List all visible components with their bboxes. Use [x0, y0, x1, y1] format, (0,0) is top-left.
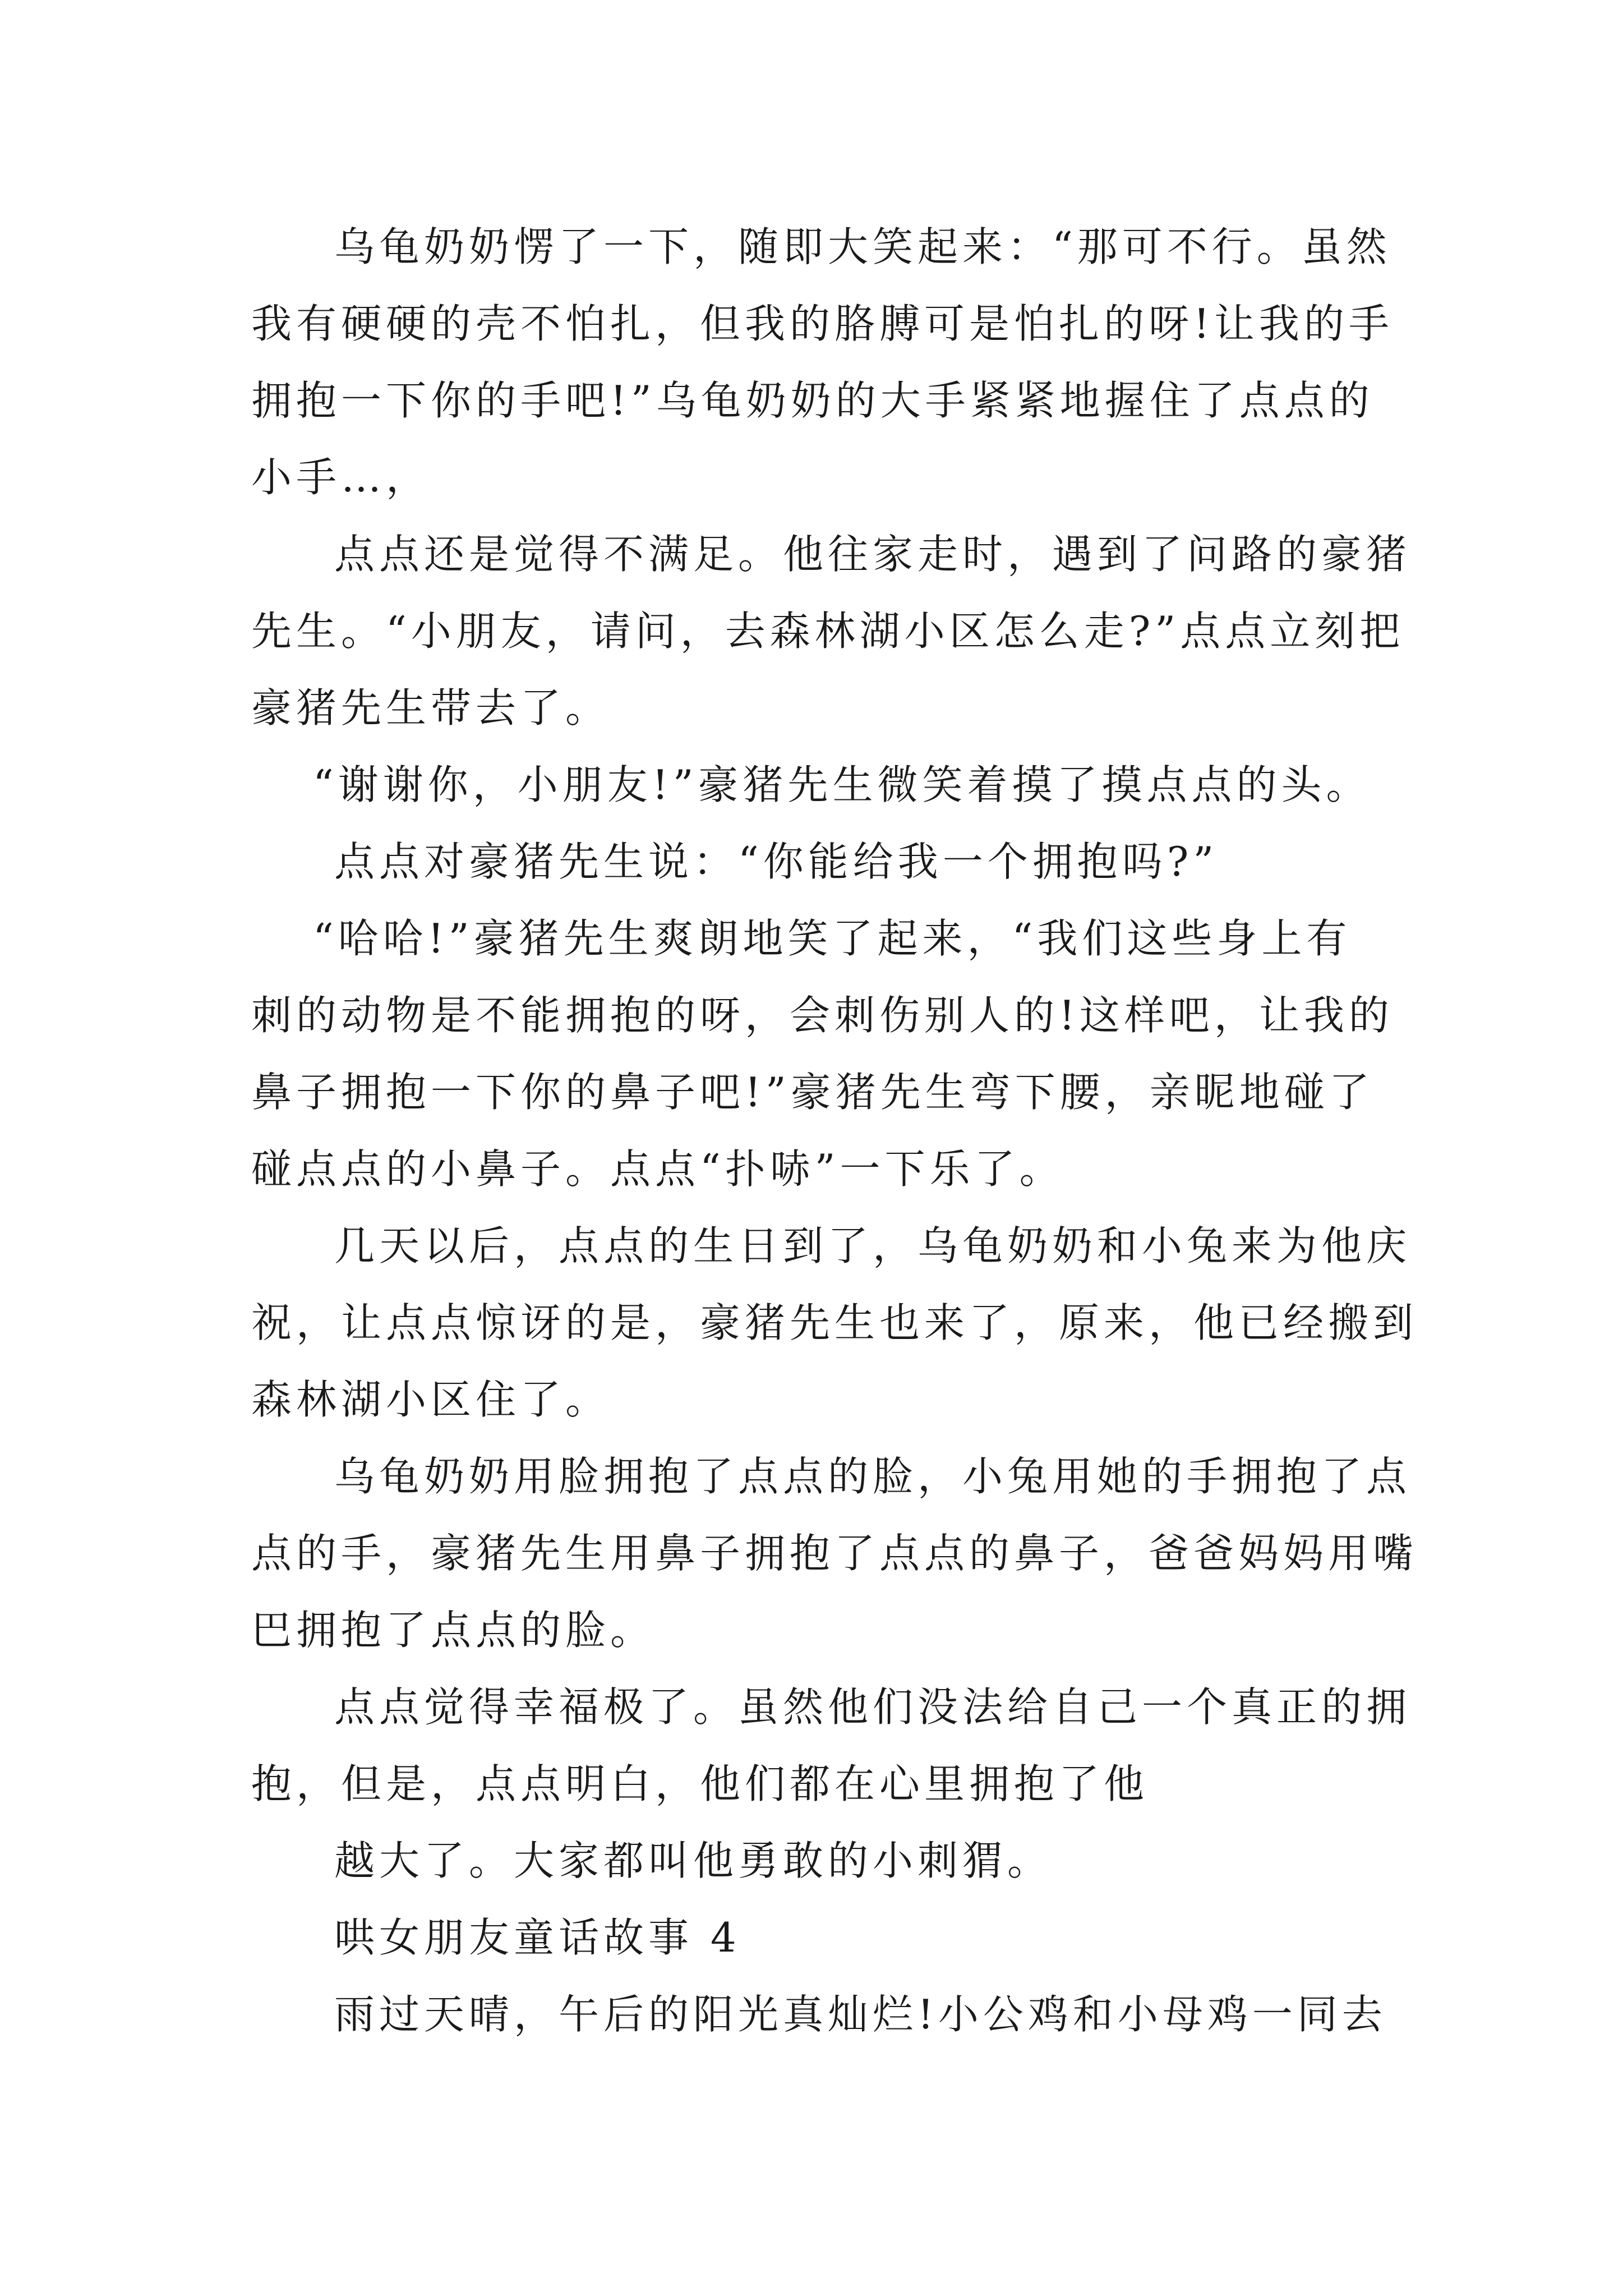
paragraph-line: 碰点点的小鼻子。点点“扑哧”一下乐了。	[251, 1145, 1064, 1193]
section-heading: 哄女朋友童话故事 4	[334, 1914, 741, 1961]
paragraph-line: 点点对豪猪先生说：“你能给我一个拥抱吗?”	[334, 838, 1219, 885]
paragraph-line: 豪猪先生带去了。	[251, 684, 611, 731]
paragraph-line: 祝，让点点惊讶的是，豪猪先生也来了，原来，他已经搬到	[251, 1299, 1418, 1346]
paragraph-line: 森林湖小区住了。	[251, 1376, 611, 1423]
paragraph-line: 几天以后，点点的生日到了，乌龟奶奶和小兔来为他庆	[334, 1222, 1412, 1269]
paragraph-line: 点的手，豪猪先生用鼻子拥抱了点点的鼻子，爸爸妈妈用嘴	[251, 1530, 1418, 1577]
paragraph-line: 小手…，	[251, 454, 431, 501]
paragraph-line: 乌龟奶奶用脸拥抱了点点的脸，小兔用她的手拥抱了点	[334, 1453, 1412, 1500]
paragraph-line: 我有硬硬的壳不怕扎，但我的胳膊可是怕扎的呀!让我的手	[251, 300, 1394, 347]
paragraph-line: “谢谢你，小朋友!”豪猪先生微笑着摸了摸点点的头。	[313, 761, 1371, 808]
paragraph-line: “哈哈!”豪猪先生爽朗地笑了起来，“我们这些身上有	[313, 915, 1352, 962]
paragraph-line: 乌龟奶奶愣了一下，随即大笑起来：“那可不行。虽然	[334, 223, 1391, 270]
paragraph-line: 巴拥抱了点点的脸。	[251, 1607, 656, 1654]
paragraph-line: 点点还是觉得不满足。他往家走时，遇到了问路的豪猪	[334, 531, 1412, 578]
paragraph-line: 鼻子拥抱一下你的鼻子吧!”豪猪先生弯下腰，亲昵地碰了	[251, 1069, 1374, 1116]
paragraph-line: 雨过天晴，午后的阳光真灿烂!小公鸡和小母鸡一同去	[334, 1991, 1387, 2038]
paragraph-line: 点点觉得幸福极了。虽然他们没法给自己一个真正的拥	[334, 1683, 1412, 1731]
paragraph-line: 刺的动物是不能拥抱的呀，会刺伤别人的!这样吧，让我的	[251, 992, 1394, 1039]
paragraph-line: 抱，但是，点点明白，他们都在心里拥抱了他	[251, 1760, 1149, 1807]
paragraph-line: 越大了。大家都叫他勇敢的小刺猬。	[334, 1837, 1053, 1884]
paragraph-line: 先生。“小朋友，请问，去森林湖小区怎么走?”点点立刻把	[251, 608, 1405, 655]
paragraph-line: 拥抱一下你的手吧!”乌龟奶奶的大手紧紧地握住了点点的	[251, 377, 1374, 424]
